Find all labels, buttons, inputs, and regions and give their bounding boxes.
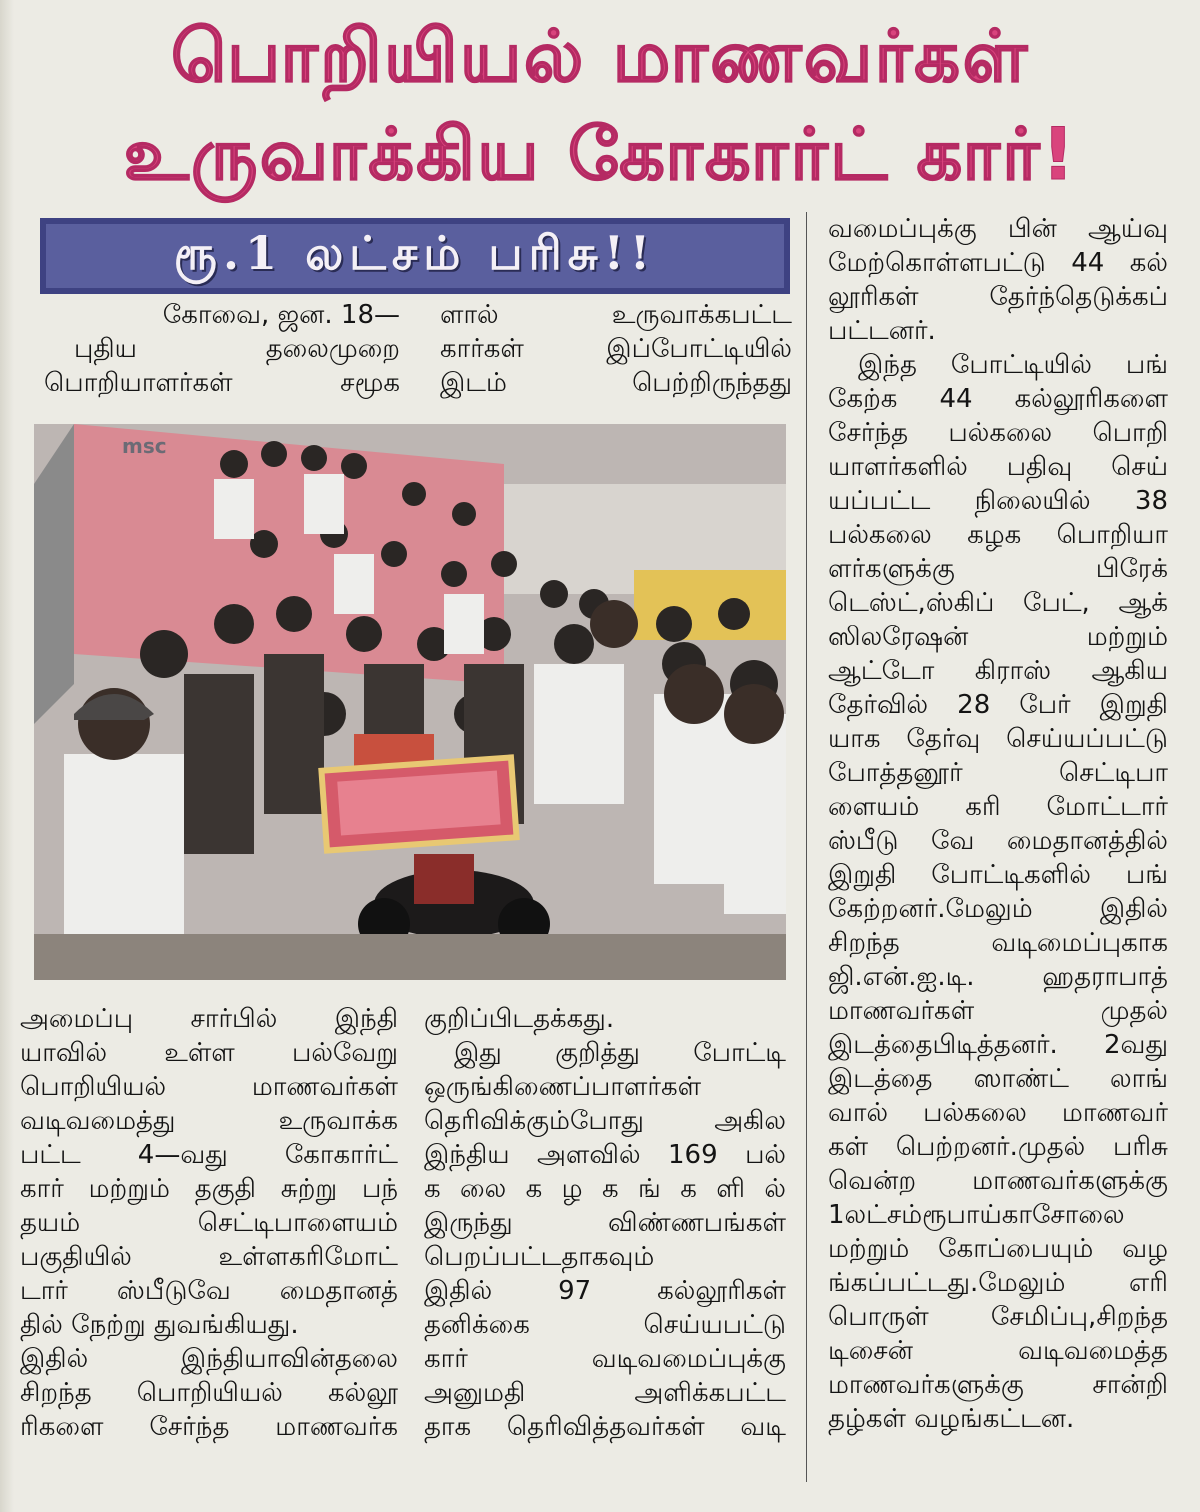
article-line: ரிகளை சேர்ந்த மாணவர்க <box>20 1412 398 1442</box>
article-line: தாக தெரிவித்தவர்கள் வடி <box>424 1412 786 1442</box>
article-line: வால் பல்கலை மாணவர் <box>828 1098 1168 1128</box>
article-line: சிறந்த பொறியியல் கல்லூ <box>20 1378 398 1408</box>
article-line: இடம் பெற்றிருந்தது <box>440 368 792 398</box>
article-line: ஜி.என்.ஐ.டி. ஹதராபாத் <box>828 962 1168 992</box>
article-line: பல்கலை கழக பொறியா <box>828 520 1168 550</box>
article-line: யாக தேர்வு செய்யப்பட்டு <box>828 724 1168 754</box>
bottom-left-column <box>20 1002 398 1444</box>
article-line: இருந்து விண்ணபங்கள் <box>424 1208 786 1238</box>
subheadline-banner <box>40 218 790 294</box>
article-line: போத்தனூர் செட்டிபா <box>828 758 1168 788</box>
article-line: க லை க ழ க ங் க ளி ல் <box>424 1174 786 1204</box>
article-line: இறுதி போட்டிகளில் பங் <box>828 860 1168 890</box>
article-line: மாணவர்களுக்கு சான்றி <box>828 1370 1168 1400</box>
article-line: பொறியாளர்கள் சமூக <box>44 368 400 398</box>
article-line: மாணவர்கள் முதல் <box>828 996 1168 1026</box>
intro-mid-column <box>440 298 792 400</box>
article-line: டார் ஸ்பீடுவே மைதானத் <box>20 1276 398 1306</box>
subheadline-text: ரூ.1 லட்சம் பரிசு!! <box>173 225 657 280</box>
article-line: தழ்கள் வழங்கட்டன. <box>828 1404 1075 1434</box>
article-line: பகுதியில் உள்ளகரிமோட் <box>20 1242 398 1272</box>
article-line: மேற்கொள்ளபட்டு 44 கல் <box>828 248 1168 278</box>
article-line: ளர்களுக்கு பிரேக் <box>828 554 1168 584</box>
article-line: அனுமதி அளிக்கபட்ட <box>424 1378 786 1408</box>
article-line: புதிய தலைமுறை <box>74 334 400 364</box>
article-line: பட்ட 4—வது கோகார்ட் <box>20 1140 398 1170</box>
article-line: இந்த போட்டியில் பங் <box>858 350 1168 380</box>
article-line: அமைப்பு சார்பில் இந்தி <box>20 1004 398 1034</box>
news-photo <box>34 424 786 980</box>
article-line: ஆட்டோ கிராஸ் ஆகிய <box>828 656 1168 686</box>
article-line: இந்திய அளவில் 169 பல் <box>424 1140 786 1170</box>
article-line: ங்கப்பட்டது.மேலும் எரி <box>828 1268 1168 1298</box>
article-line: சேர்ந்த பல்கலை பொறி <box>828 418 1168 448</box>
column-divider <box>806 212 807 1482</box>
photo-illustration <box>34 424 786 980</box>
article-line: யாவில் உள்ள பல்வேறு <box>20 1038 398 1068</box>
article-line: சிறந்த வடிமைப்புகாக <box>828 928 1168 958</box>
article-line: மற்றும் கோப்பையும் வழ <box>828 1234 1168 1264</box>
article-line: வடிவமைத்து உருவாக்க <box>20 1106 398 1136</box>
article-line: பொருள் சேமிப்பு,சிறந்த <box>828 1302 1168 1332</box>
article-line: இடத்தை ஸாண்ட் லாங் <box>828 1064 1168 1094</box>
article-line: தனிக்கை செய்யபட்டு <box>424 1310 786 1340</box>
article-line: ஒருங்கிணைப்பாளர்கள் <box>424 1072 702 1102</box>
dateline: கோவை, ஜன. 18— <box>162 300 400 330</box>
article-line: 1லட்சம்ரூபாய்காசோலை <box>828 1200 1125 1230</box>
article-line: வென்ற மாணவர்களுக்கு <box>828 1166 1168 1196</box>
article-line: பட்டனர். <box>828 316 936 346</box>
article-line: தேர்வில் 28 பேர் இறுதி <box>828 690 1168 720</box>
intro-left-column <box>44 298 400 400</box>
headline-line-2: உருவாக்கிய கோகார்ட் கார்! <box>123 112 1077 196</box>
article-line: டெஸ்ட்,ஸ்கிப் பேட், ஆக் <box>828 588 1168 618</box>
article-line: இதில் 97 கல்லூரிகள் <box>424 1276 786 1306</box>
article-line: லூரிகள் தேர்ந்தெடுக்கப் <box>828 282 1168 312</box>
article-line: ஸிலரேஷன் மற்றும் <box>828 622 1168 652</box>
article-line: இதில் இந்தியாவின்தலை <box>20 1344 398 1374</box>
article-line: ளையம் கரி மோட்டார் <box>828 792 1168 822</box>
article-line: கார் வடிவமைப்புக்கு <box>424 1344 786 1374</box>
bottom-mid-column <box>424 1002 786 1444</box>
article-line: வமைப்புக்கு பின் ஆய்வு <box>828 214 1168 244</box>
article-line: ஸ்பீடு வே மைதானத்தில் <box>828 826 1168 856</box>
article-line: யப்பட்ட நிலையில் 38 <box>828 486 1168 516</box>
article-line: கார்கள் இப்போட்டியில் <box>440 334 792 364</box>
article-line: இது குறித்து போட்டி <box>454 1038 786 1068</box>
right-column <box>828 212 1168 1436</box>
article-line: கேற்றனர்.மேலும் இதில் <box>828 894 1168 924</box>
article-line: கேற்க 44 கல்லூரிகளை <box>828 384 1168 414</box>
article-line: தெரிவிக்கும்போது அகில <box>424 1106 786 1136</box>
article-line: இடத்தைபிடித்தனர். 2வது <box>828 1030 1168 1060</box>
article-line: கார் மற்றும் தகுதி சுற்று பந் <box>20 1174 398 1204</box>
article-line: ளால் உருவாக்கபட்ட <box>440 300 792 330</box>
article-line: பொறியியல் மாணவர்கள் <box>20 1072 398 1102</box>
article-line: தில் நேற்று துவங்கியது. <box>20 1310 299 1340</box>
headline-line-1: பொறியியல் மாணவர்கள் <box>170 14 1030 98</box>
article-line: யாளர்களில் பதிவு செய் <box>828 452 1168 482</box>
article-line: குறிப்பிடதக்கது. <box>424 1004 615 1034</box>
article-line: பெறப்பட்டதாகவும் <box>424 1242 655 1272</box>
article-line: கள் பெற்றனர்.முதல் பரிசு <box>828 1132 1168 1162</box>
page-edge <box>0 0 14 1512</box>
photo-banner-logo: msc <box>122 434 167 458</box>
article-line: டிசைன் வடிவமைத்த <box>828 1336 1168 1366</box>
article-line: தயம் செட்டிபாளையம் <box>20 1208 398 1238</box>
